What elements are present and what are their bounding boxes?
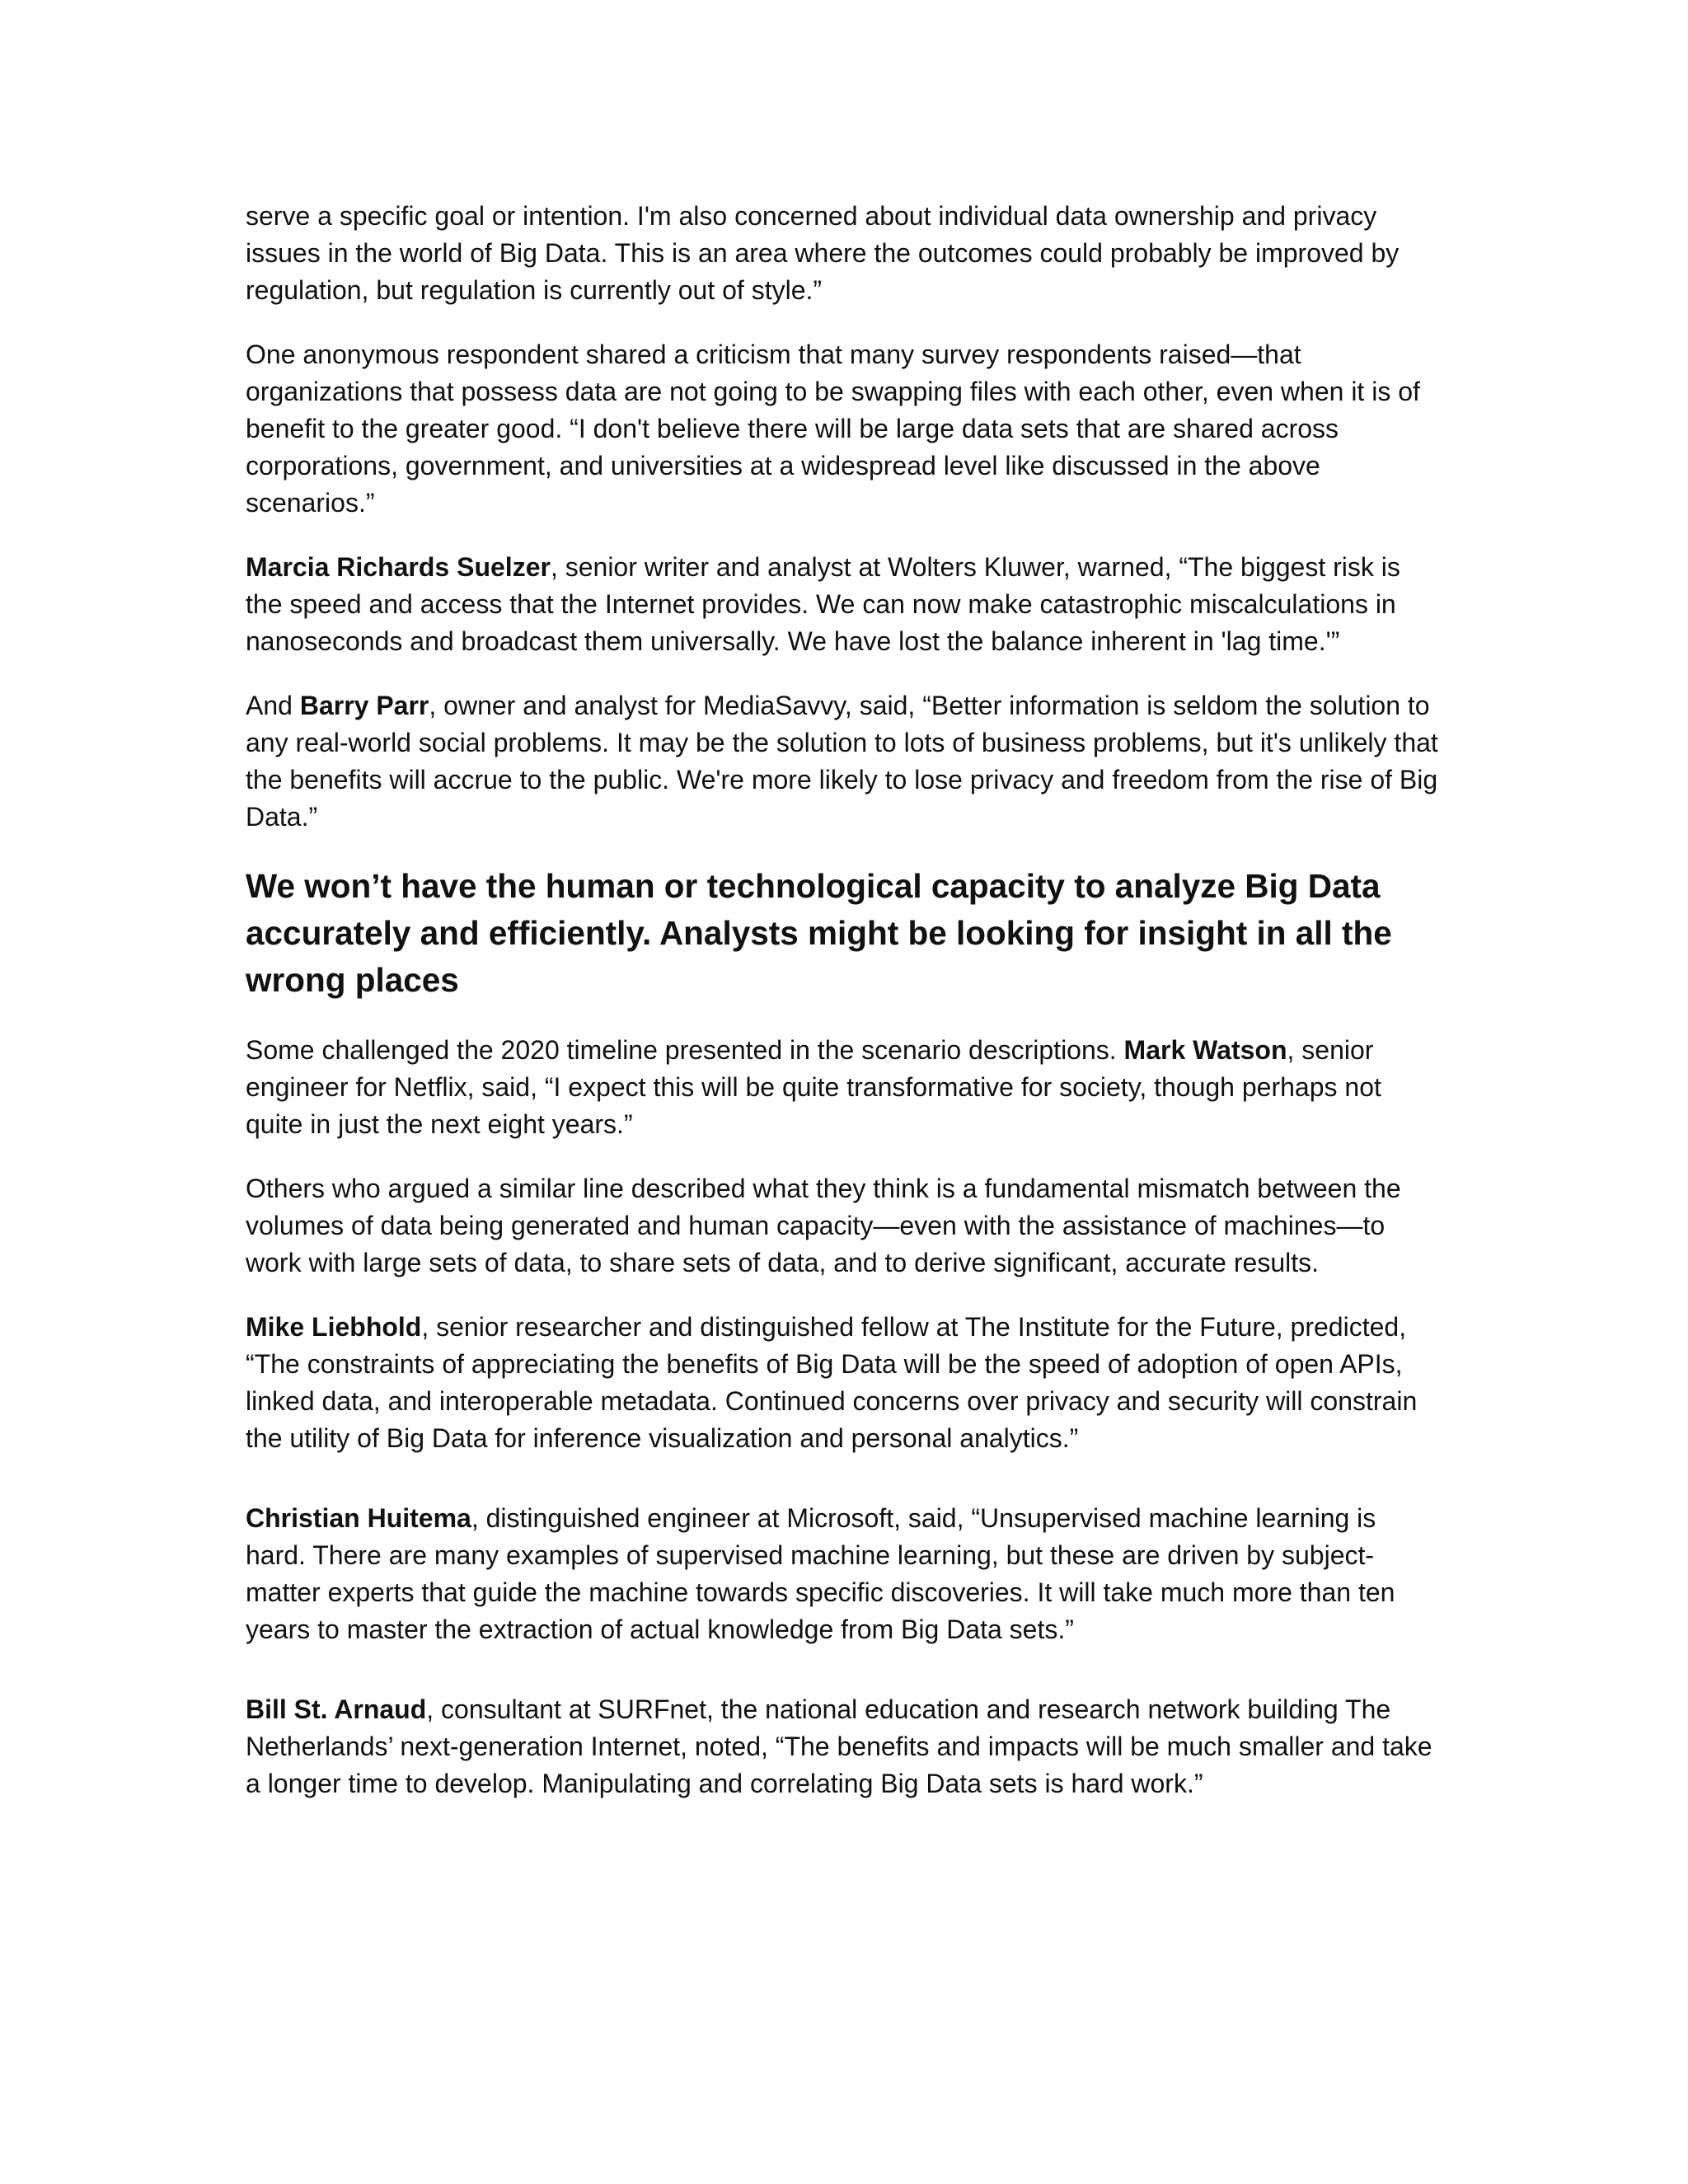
paragraph-watson-quote xyxy=(246,1032,1442,1143)
respondent-name: Bill St. Arnaud xyxy=(246,1694,427,1724)
paragraph-text: , senior researcher and distinguished fellow at The Institute for the Future, predicted, “The constraints of appreciating the benefits of Big Data will be the speed of adoption of open APIs, linked data, and interoperable metadata. Continued concerns over privacy and security will constrain the utility of Big Data for inference visualization and personal analytics.” xyxy=(246,1312,1418,1453)
paragraph-suelzer-quote xyxy=(246,549,1442,660)
paragraph-text: One anonymous respondent shared a criticism that many survey respondents raised—that organizations that possess data are not going to be swapping files with each other, even when it is of benefit to the greater good. “I don't believe there will be large data sets that are shared across corporations, government, and universities at a widespread level like discussed in the above scenarios.” xyxy=(246,340,1420,518)
respondent-name: Christian Huitema xyxy=(246,1503,471,1533)
paragraph-lead: Some challenged the 2020 timeline presented in the scenario descriptions. xyxy=(246,1035,1124,1065)
paragraph-huitema-quote xyxy=(246,1500,1442,1648)
respondent-name: Mark Watson xyxy=(1123,1035,1287,1065)
paragraph-text: , owner and analyst for MediaSavvy, said, “Better information is seldom the solution to any real-world social problems. It may be the solution to lots of business problems, but it's unlikely that the benefits will accrue to the public. We're more likely to lose privacy and freedom from the rise of Big Data.” xyxy=(246,691,1438,832)
paragraph-privacy-regulation xyxy=(246,198,1442,309)
paragraph-lead: And xyxy=(246,691,300,720)
paragraph-st-arnaud-quote xyxy=(246,1691,1442,1802)
paragraph-parr-quote xyxy=(246,687,1442,836)
paragraph-text: Others who argued a similar line described what they think is a fundamental mismatch between the volumes of data being generated and human capacity—even with the assistance of machines—to work with large sets of data, to share sets of data, and to derive significant, accurate results. xyxy=(246,1174,1401,1277)
paragraph-liebhold-quote xyxy=(246,1309,1442,1457)
paragraph-capacity-mismatch xyxy=(246,1170,1442,1282)
paragraph-text: serve a specific goal or intention. I'm also concerned about individual data ownership and privacy issues in the world of Big Data. This is an area where the outcomes could probably be improved by regulation, but regulation is currently out of style.” xyxy=(246,201,1400,305)
section-heading: We won’t have the human or technological capacity to analyze Big Data accurately and efficiently. Analysts might be looking for insight in all the wrong places xyxy=(246,867,1392,999)
paragraph-text: , distinguished engineer at Microsoft, said, “Unsupervised machine learning is hard. There are many examples of supervised machine learning, but these are driven by subject-matter experts that guide the machine towards specific discoveries. It will take much more than ten years to master the extraction of actual knowledge from Big Data sets.” xyxy=(246,1503,1395,1644)
paragraph-anonymous-respondent xyxy=(246,336,1442,522)
paragraph-text: , senior writer and analyst at Wolters Kluwer, warned, “The biggest risk is the speed and access that the Internet provides. We can now make catastrophic miscalculations in nanoseconds and broadcast them universally. We have lost the balance inherent in 'lag time.'” xyxy=(246,552,1400,656)
respondent-name: Marcia Richards Suelzer xyxy=(246,552,551,582)
respondent-name: Mike Liebhold xyxy=(246,1312,422,1342)
respondent-name: Barry Parr xyxy=(299,691,429,720)
paragraph-text: , senior engineer for Netflix, said, “I expect this will be quite transformative for society, though perhaps not quite in just the next eight years.” xyxy=(246,1035,1381,1139)
document-page xyxy=(246,198,1442,1830)
paragraph-text: , consultant at SURFnet, the national education and research network building The Netherlands’ next-generation Internet, noted, “The benefits and impacts will be much smaller and take a longer time to develop. Manipulating and correlating Big Data sets is hard work.” xyxy=(246,1694,1432,1798)
